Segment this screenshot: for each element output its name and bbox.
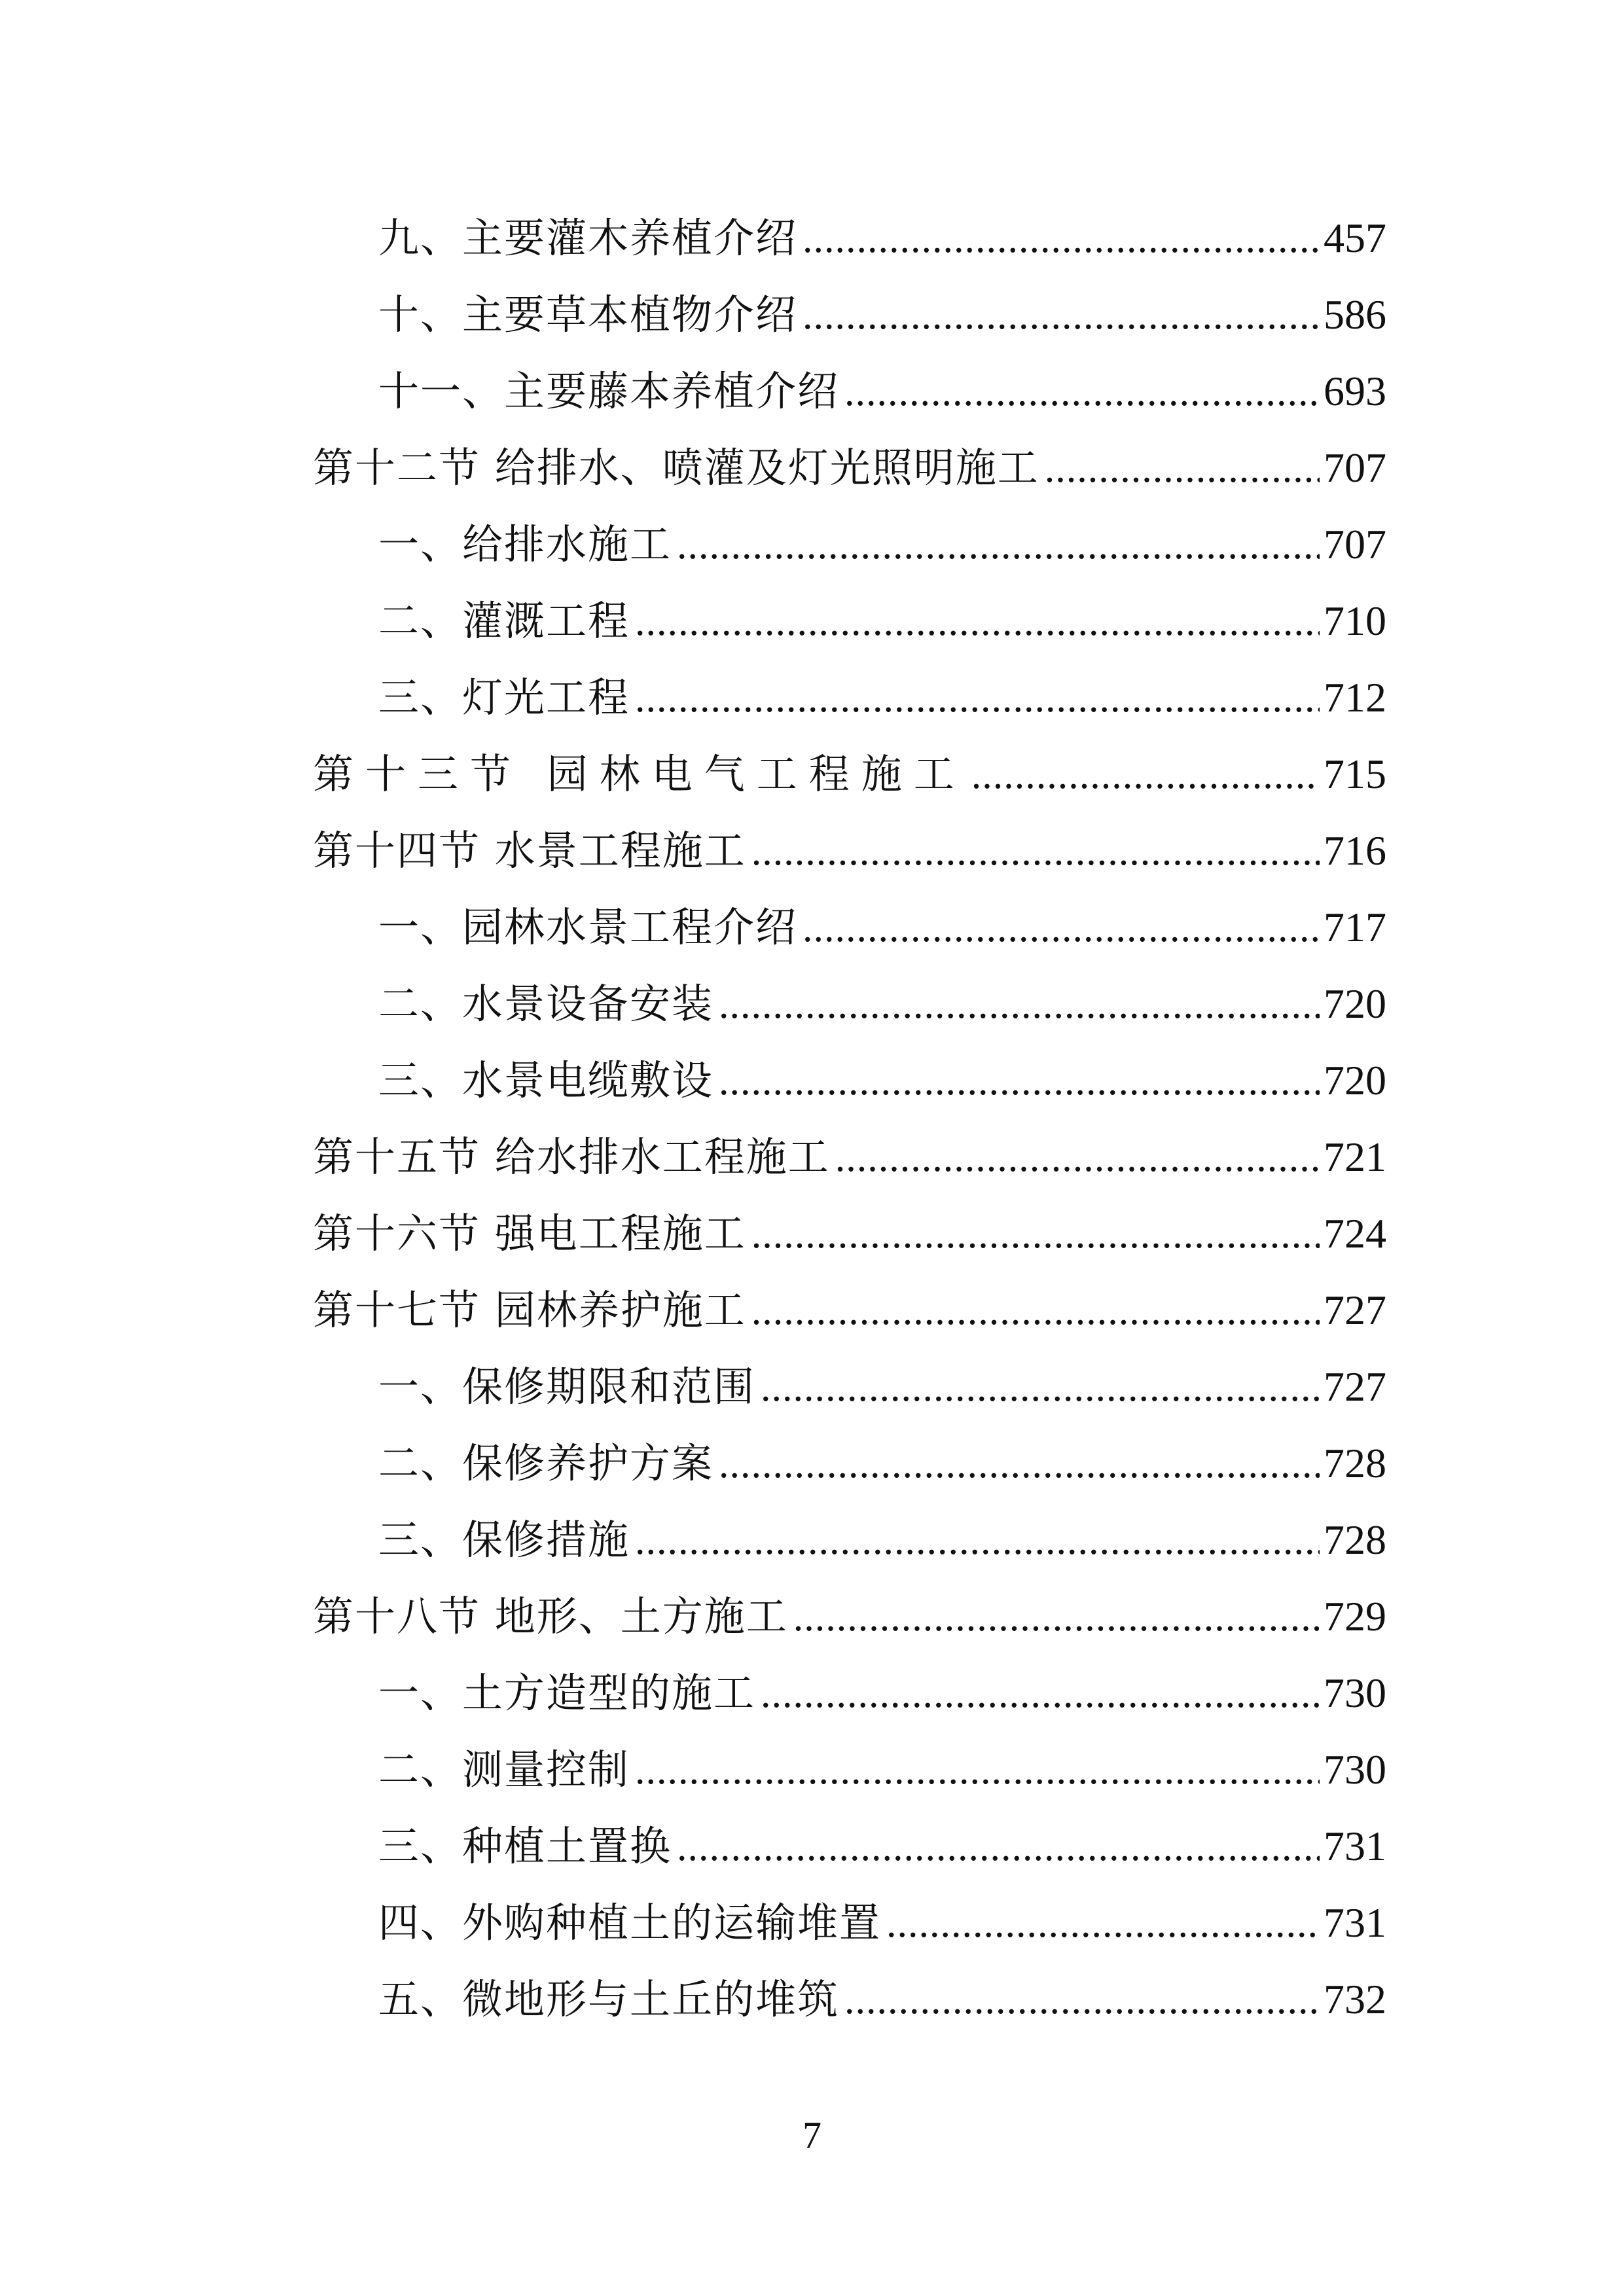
- dot-leader: [635, 1732, 1320, 1809]
- toc-entry-page: 724: [1324, 1210, 1386, 1257]
- dot-leader: [1045, 431, 1320, 507]
- dot-leader: [844, 1962, 1320, 2039]
- toc-section-entry[interactable]: [313, 1195, 1386, 1272]
- dot-leader: [803, 278, 1320, 354]
- toc-entry-page: 717: [1324, 904, 1386, 950]
- toc-entry-page: 720: [1324, 980, 1386, 1027]
- toc-entry-title: 二、灌溉工程: [378, 597, 630, 645]
- toc-entry-page: 728: [1324, 1516, 1386, 1563]
- toc-entry-title: 四、外购种植土的运输堆置: [378, 1899, 882, 1946]
- dot-leader: [719, 1043, 1320, 1120]
- toc-entry-page: 729: [1324, 1593, 1386, 1640]
- dot-leader: [635, 1503, 1320, 1579]
- dot-leader: [761, 1350, 1320, 1426]
- toc-entry-title: 三、种植土置换: [378, 1822, 672, 1870]
- toc-entry-page: 707: [1324, 521, 1386, 567]
- dot-leader: [751, 814, 1320, 890]
- toc-entry[interactable]: [313, 1425, 1386, 1501]
- page-number: 7: [803, 2114, 821, 2157]
- toc-entry[interactable]: [313, 1808, 1386, 1884]
- dot-leader: [835, 1120, 1320, 1196]
- toc-entry[interactable]: [313, 1655, 1386, 1731]
- toc-entry-page: 716: [1324, 827, 1386, 874]
- toc-entry-page: 731: [1324, 1823, 1386, 1869]
- toc-entry-title: 五、微地形与土丘的堆筑: [378, 1975, 840, 2023]
- toc-entry-page: 721: [1324, 1134, 1386, 1180]
- toc-entry-title: 三、水景电缆敷设: [378, 1056, 714, 1104]
- toc-entry-title: 一、给排水施工: [378, 520, 672, 568]
- toc-entry-title: 九、主要灌木养植介绍: [378, 214, 798, 262]
- dot-leader: [886, 1886, 1320, 1962]
- toc-entry-page: 693: [1324, 368, 1386, 414]
- toc-entry[interactable]: [313, 965, 1386, 1042]
- toc-entry-page: 727: [1324, 1287, 1386, 1333]
- dot-leader: [793, 1579, 1320, 1656]
- toc-entry-page: 710: [1324, 598, 1386, 644]
- toc-entry-title: 三、灯光工程: [378, 673, 630, 721]
- toc-entry[interactable]: [313, 1961, 1386, 2037]
- dot-leader: [677, 507, 1320, 584]
- toc-entry[interactable]: [313, 583, 1386, 659]
- dot-leader: [635, 584, 1320, 660]
- toc-entry-page: 730: [1324, 1670, 1386, 1716]
- toc-entry[interactable]: [313, 1042, 1386, 1119]
- toc-entry[interactable]: [313, 659, 1386, 736]
- toc-entry-title: 第十八节 地形、土方施工: [313, 1592, 788, 1640]
- toc-entry-title: 一、土方造型的施工: [378, 1669, 756, 1717]
- toc-entry-page: 457: [1324, 215, 1386, 261]
- dot-leader: [803, 201, 1320, 278]
- toc-section-entry[interactable]: [313, 1578, 1386, 1655]
- toc-entry-page: 720: [1324, 1057, 1386, 1103]
- table-of-contents: [313, 200, 1386, 2037]
- dot-leader: [719, 967, 1320, 1043]
- toc-entry-title: 第十六节 强电工程施工: [313, 1210, 746, 1257]
- toc-entry-page: 715: [1324, 751, 1386, 797]
- toc-entry-page: 730: [1324, 1746, 1386, 1793]
- toc-entry-page: 707: [1324, 444, 1386, 491]
- toc-section-entry[interactable]: [313, 1119, 1386, 1195]
- toc-entry-title: 十一、主要藤本养植介绍: [378, 367, 840, 415]
- toc-entry[interactable]: [313, 200, 1386, 276]
- toc-entry-title: 一、保修期限和范围: [378, 1363, 756, 1410]
- dot-leader: [971, 737, 1320, 814]
- toc-entry[interactable]: [313, 506, 1386, 583]
- toc-entry-page: 586: [1324, 291, 1386, 338]
- toc-section-entry[interactable]: [313, 736, 1386, 812]
- toc-entry[interactable]: [313, 353, 1386, 429]
- dot-leader: [761, 1656, 1320, 1732]
- toc-entry-page: 728: [1324, 1440, 1386, 1486]
- toc-entry[interactable]: [313, 889, 1386, 965]
- toc-section-entry[interactable]: [313, 429, 1386, 506]
- toc-entry[interactable]: [313, 1501, 1386, 1578]
- toc-entry-page: 732: [1324, 1976, 1386, 2022]
- toc-section-entry[interactable]: [313, 1272, 1386, 1348]
- toc-entry-title: 十、主要草本植物介绍: [378, 291, 798, 338]
- dot-leader: [803, 890, 1320, 967]
- dot-leader: [677, 1809, 1320, 1886]
- toc-entry-page: 712: [1324, 674, 1386, 721]
- toc-entry[interactable]: [313, 1731, 1386, 1808]
- toc-entry-title: 二、水景设备安装: [378, 980, 714, 1028]
- toc-entry[interactable]: [313, 1348, 1386, 1425]
- dot-leader: [751, 1196, 1320, 1273]
- toc-entry[interactable]: [313, 1884, 1386, 1961]
- toc-entry-title: 第十二节 给排水、喷灌及灯光照明施工: [313, 444, 1039, 492]
- toc-entry-title: 第十七节 园林养护施工: [313, 1286, 746, 1334]
- dot-leader: [844, 354, 1320, 431]
- toc-entry-title: 第十四节 水景工程施工: [313, 827, 746, 874]
- toc-entry-title: 二、保修养护方案: [378, 1439, 714, 1487]
- dot-leader: [719, 1426, 1320, 1503]
- toc-entry-page: 731: [1324, 1899, 1386, 1946]
- dot-leader: [751, 1273, 1320, 1350]
- toc-entry-title: 第十三节 园林电气工程施工: [313, 750, 966, 798]
- toc-entry-title: 三、保修措施: [378, 1516, 630, 1564]
- toc-entry-title: 一、园林水景工程介绍: [378, 903, 798, 951]
- toc-entry[interactable]: [313, 276, 1386, 353]
- dot-leader: [635, 660, 1320, 737]
- toc-section-entry[interactable]: [313, 812, 1386, 889]
- toc-entry-page: 727: [1324, 1363, 1386, 1410]
- toc-entry-title: 第十五节 给水排水工程施工: [313, 1133, 830, 1181]
- toc-entry-title: 二、测量控制: [378, 1746, 630, 1793]
